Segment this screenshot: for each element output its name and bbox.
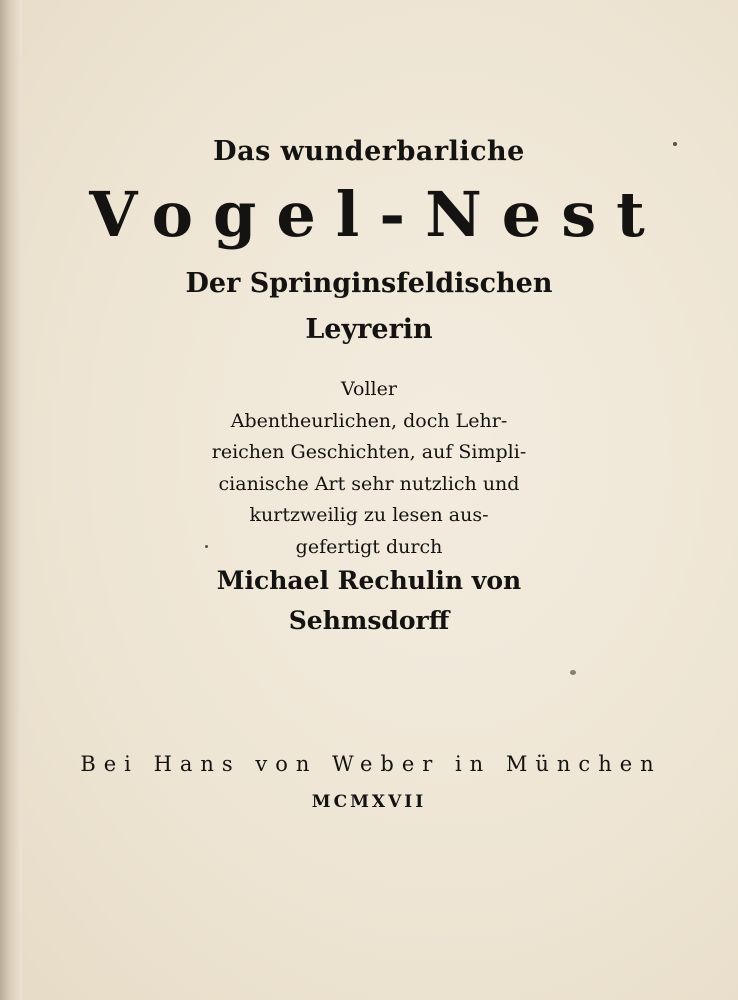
description-line: kurtzweilig zu lesen aus-	[249, 504, 489, 526]
publication-year: MCMXVII	[311, 792, 427, 812]
title-subtitle: Der Springinsfeldischen	[185, 268, 553, 299]
description	[0, 374, 738, 563]
publisher-imprint: Bei Hans von Weber in München	[80, 752, 662, 776]
paper-speck	[205, 545, 208, 548]
title-main: Vogel-Nest	[89, 178, 665, 251]
title-subtitle-2: Leyrerin	[305, 314, 433, 345]
title-prefix: Das wunderbarliche	[213, 136, 525, 167]
description-line: Abentheurlichen, doch Lehr-	[230, 409, 508, 432]
description-line: cianische Art sehr nutzlich und	[218, 472, 520, 495]
paper-speck	[673, 142, 677, 146]
paper-speck	[570, 670, 576, 675]
description-line: reichen Geschichten, auf Simpli-	[211, 441, 527, 463]
author-name-2: Sehmsdorff	[288, 606, 450, 635]
description-line: gefertigt durch	[295, 535, 443, 558]
author-name: Michael Rechulin von	[216, 566, 522, 595]
description-line: Voller	[341, 378, 397, 400]
